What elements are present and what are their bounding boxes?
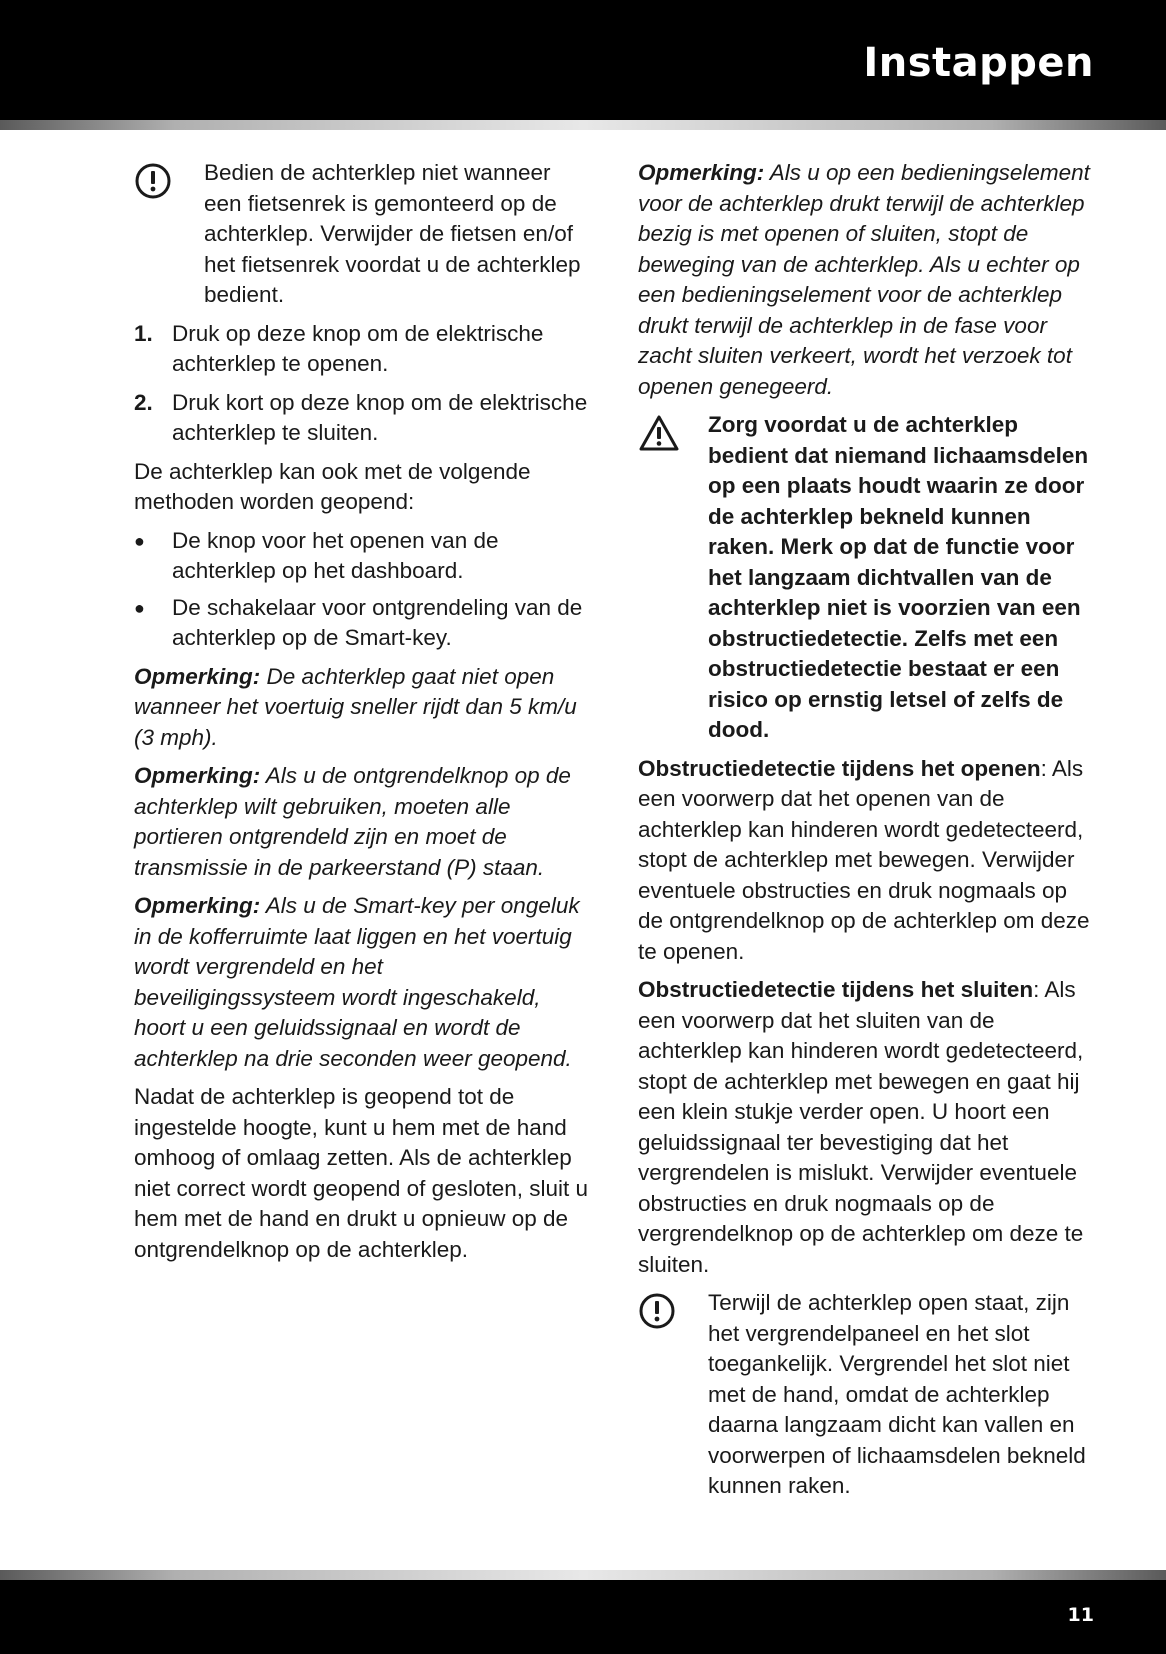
- header-stripe: [0, 120, 1166, 130]
- obstruction-close-text: : Als een voorwerp dat het sluiten van de achterklep kan hinderen wordt gedetecteerd, stopt de achterklep met bewegen en gaat hij een klein stukje verder open. U hoort een geluidssignaal ter bevestiging dat het vergrendelen is mislukt. Verwijder eventuele obstructies en druk nogmaals op de vergrendelknop op de achterklep om deze te sluiten.: [638, 977, 1084, 1277]
- note-text: Als u de Smart-key per ongeluk in de kofferruimte laat liggen en het voertuig wordt vergrendeld en het beveiligingssysteem wordt ingeschakeld, hoort u een geluidssignaal en wordt de achterklep na drie seconden weer geopend.: [134, 893, 580, 1071]
- note-label: Opmerking:: [134, 893, 261, 918]
- bullet-list: [134, 526, 589, 654]
- bullet-item: [134, 593, 589, 654]
- caution-icon: [134, 158, 204, 311]
- warning-text: Zorg voordat u de achterklep bedient dat niemand lichaamsdelen op een plaats houdt waarin ze door de achterklep bekneld kunnen raken. Merk op dat de functie voor het langzaam dichtvallen van de achterklep niet is voorzien van een obstructiedetectie. Zelfs met een obstructiedetectie bestaat er een risico op ernstig letsel of zelfs de dood.: [708, 412, 1089, 742]
- bullet-text: De knop voor het openen van de achterklep op het dashboard.: [172, 527, 499, 583]
- caution-notice: [638, 1288, 1093, 1502]
- bullet-icon: ●: [134, 597, 145, 618]
- step-item: [134, 388, 589, 449]
- note-speed: [134, 662, 589, 754]
- page-footer: [0, 1580, 1166, 1654]
- obstruction-close-heading: Obstructiedetectie tijdens het sluiten: [638, 977, 1034, 1002]
- page-header: [0, 0, 1166, 120]
- step-list: [134, 319, 589, 449]
- step-text: Druk op deze knop om de elektrische achterklep te openen.: [172, 320, 544, 376]
- bullet-text: De schakelaar voor ontgrendeling van de achterklep op de Smart-key.: [172, 594, 583, 650]
- paragraph-methods: De achterklep kan ook met de volgende methoden worden geopend:: [134, 458, 531, 514]
- bullet-icon: ●: [134, 530, 145, 551]
- obstruction-open-heading: Obstructiedetectie tijdens het openen: [638, 755, 1041, 781]
- note-text: Als u de ontgrendelknop op de achterklep wilt gebruiken, moeten alle portieren ontgrendeld zijn en moet de transmissie in de parkeerstand (P) staan.: [134, 763, 571, 880]
- note-unlock: [134, 761, 589, 883]
- obstruction-close-paragraph: [638, 975, 1093, 1280]
- caution-text: Bedien de achterklep niet wanneer een fietsenrek is gemonteerd op de achterklep. Verwijder de fietsen en/of het fietsenrek voordat u de achterklep bedient.: [204, 160, 581, 307]
- warning-icon: [638, 410, 708, 746]
- note-smart-key: [134, 891, 589, 1074]
- caution-icon: [638, 1288, 708, 1502]
- step-number: 1.: [134, 320, 153, 346]
- footer-stripe: [0, 1570, 1166, 1580]
- left-column: [134, 158, 589, 1273]
- page-number: 11: [1067, 1604, 1094, 1626]
- obstruction-open-text: : Als een voorwerp dat het openen van de achterklep kan hinderen wordt gedetecteerd, stopt de achterklep met bewegen. Verwijder eventuele obstructies en druk nogmaals op de ontgrendelknop op de achterklep om deze te openen.: [638, 755, 1090, 964]
- warning-notice: [638, 410, 1093, 746]
- note-label: Opmerking:: [134, 763, 261, 788]
- step-number: 2.: [134, 389, 153, 415]
- note-label: Opmerking:: [134, 663, 261, 689]
- note-label: Opmerking:: [638, 160, 765, 185]
- caution-text: Terwijl de achterklep open staat, zijn het vergrendelpaneel en het slot toegankelijk. Vergrendel het slot niet met de hand, omdat de achterklep daarna langzaam dicht kan vallen en voorwerpen of lichaamsdelen bekneld kunnen raken.: [708, 1290, 1086, 1498]
- chapter-title: Instappen: [863, 40, 1094, 86]
- note-text: Als u op een bedieningselement voor de achterklep drukt terwijl de achterklep bezig is met openen of sluiten, stopt de beweging van de achterklep. Als u echter op een bedieningselement voor de achterklep drukt terwijl de achterklep in de fase voor zacht sluiten verkeert, wordt het verzoek tot openen genegeerd.: [638, 160, 1090, 399]
- right-column: [638, 158, 1093, 1510]
- step-text: Druk kort op deze knop om de elektrische achterklep te sluiten.: [172, 389, 588, 445]
- note-text: De achterklep gaat niet open wanneer het voertuig sneller rijdt dan 5 km/u (3 mph).: [134, 663, 577, 750]
- note-controls: [638, 158, 1093, 402]
- caution-notice: [134, 158, 589, 311]
- step-item: [134, 319, 589, 380]
- obstruction-open-paragraph: [638, 754, 1093, 968]
- bullet-item: [134, 526, 589, 587]
- paragraph-manual: Nadat de achterklep is geopend tot de ingestelde hoogte, kunt u hem met de hand omhoog of omlaag zetten. Als de achterklep niet correct wordt geopend of gesloten, sluit u hem met de hand en drukt u opnieuw op de ontgrendelknop op de achterklep.: [134, 1084, 589, 1262]
